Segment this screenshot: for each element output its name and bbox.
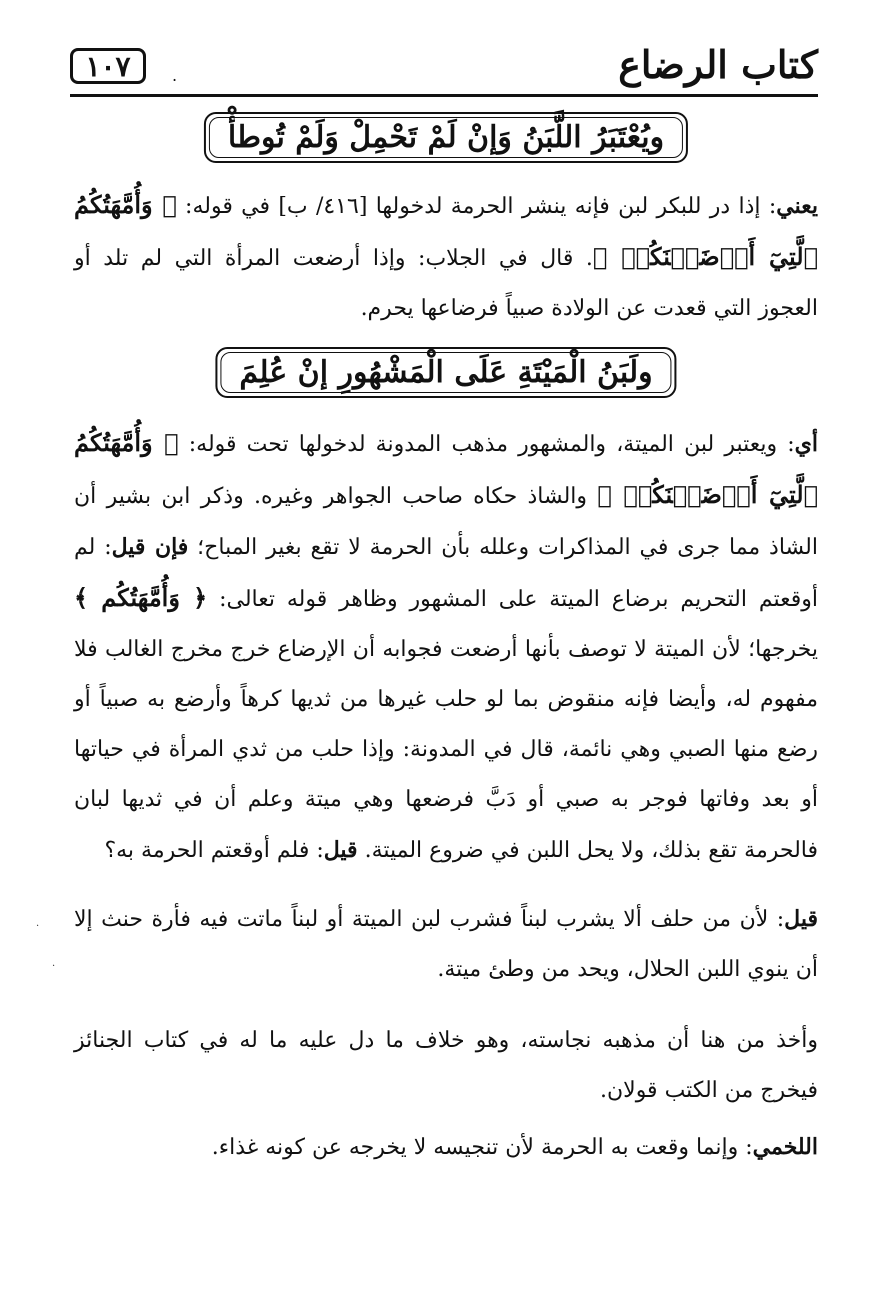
header-dot: .: [172, 66, 178, 85]
paragraph: [74, 894, 818, 995]
paragraph-text: والشاذ حكاه صاحب الجواهر وغيره. وذكر ابن بشير أن الشاذ مما جرى في المذاكرات وعلله بأن الحرمة لا تقع بغير المباح؛: [74, 484, 819, 560]
paragraph: [74, 180, 818, 334]
paragraph: [74, 418, 818, 876]
verse-box: [204, 112, 688, 163]
verse-box: [215, 347, 676, 398]
paragraph-lead-word: يعني: [776, 193, 818, 219]
paragraph-text: : لأن من حلف ألا يشرب لبناً فشرب لبن الميتة أو لبناً ماتت فيه فأرة حنث إلا أن ينوي اللبن الحلال، ويحد من وطئ ميتة.: [74, 907, 818, 982]
paragraph-text: . قال في الجلاب: وإذا أرضعت المرأة التي لم تلد أو العجوز التي قعدت عن الولادة صبياً فرضاعها يحرم.: [74, 246, 818, 321]
scan-speck: .: [36, 918, 40, 929]
paragraph-text: : إذا در للبكر لبن فإنه ينشر الحرمة لدخولها [٤١٦/ ب] في قوله:: [176, 194, 777, 219]
paragraph-text: : وإنما وقعت به الحرمة لأن تنجيسه لا يخرجه عن كونه غذاء.: [211, 1135, 753, 1160]
verse-text: ولَبَنُ الْمَيْتَةِ عَلَى الْمَشْهُورِ إنْ عُلِمَ: [239, 355, 653, 390]
paragraph-text: : فلم أوقعتم الحرمة به؟: [104, 838, 324, 863]
paragraph-lead-word: قيل: [784, 906, 818, 932]
page-header: [70, 40, 818, 100]
paragraph-text: : ويعتبر لبن الميتة، والمشهور مذهب المدونة لدخولها تحت قوله:: [178, 432, 795, 457]
bold-term: فإن قيل: [111, 534, 189, 560]
paragraph-text: يخرجها؛ لأن الميتة لا توصف بأنها أرضعت فجوابه أن الإرضاع خرج مخرج الغالب فلا مفهوم له، وأيضا فإنه منقوض بما لو حلب غيرها من ثديها كرهاً وأرضع به صبياً أو رضع منها الصبي وهي نائمة، قال في المدونة: وإذا حلب من ثدي المرأة في حياتها أو بعد وفاتها فوجر به صبي أو دَبَّ فرضعها وهي ميتة وعلم أن في ثديها لبان فالحرمة تقع بذلك، ولا يحل اللبن في ضروع الميتة.: [74, 637, 819, 863]
paragraph-text: وأخذ من هنا أن مذهبه نجاسته، وهو خلاف ما دل عليه ما له في كتاب الجنائز فيخرج من الكتب قولان.: [74, 1028, 818, 1103]
quran-quote: ﴿ وَأُمَّهَتُكُمُ ٱلَّتِيٓ أَرۡضَعۡنَكُمۡ ﴾: [74, 428, 818, 509]
verse-text: ويُعْتَبَرُ اللَّبَنُ وَإنْ لَمْ تَحْمِلْ وَلَمْ تُوطأْ: [227, 120, 665, 155]
paragraph-lead-word: اللخمي: [752, 1134, 818, 1160]
paragraph-text: : لم أوقعتم التحريم برضاع الميتة على المشهور وظاهر قوله تعالى:: [74, 535, 818, 612]
quran-quote: ﴿ وَأُمَّهَتُكُمُ ٱلَّتِيٓ أَرۡضَعۡنَكُمۡ ﴾: [74, 190, 819, 271]
quran-quote: ﴿ وَأُمَّهَتُكُم ﴾: [74, 583, 208, 612]
paragraph: [74, 1016, 818, 1116]
header-rule: [70, 94, 818, 97]
scan-speck: .: [52, 958, 56, 969]
paragraph-lead-word: أي: [794, 431, 818, 457]
paragraph: [74, 1122, 818, 1173]
bold-term: قيل: [323, 837, 358, 863]
page-number: ١٠٧: [70, 48, 146, 84]
running-title: كتاب الرضاع: [618, 42, 818, 87]
